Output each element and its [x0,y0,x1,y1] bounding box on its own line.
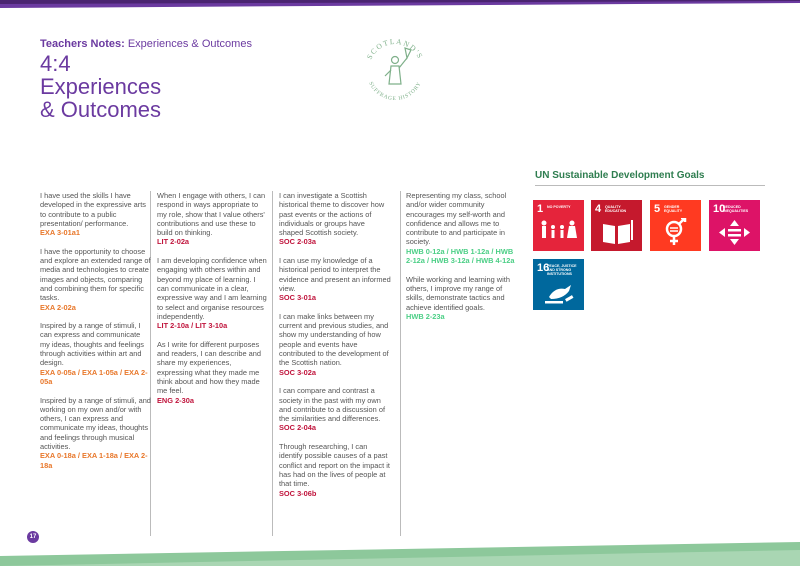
column-divider [272,191,273,536]
outcome-text: While working and learning with others, I improve my range of skills, demonstrate tactics and achieve identified goals. [406,274,510,312]
book-icon [597,218,636,246]
sdg-divider [535,185,765,186]
sdg-tile-number: 5 [654,203,661,215]
outcome-entry [157,340,269,405]
page-title [40,52,161,121]
outcome-entry [279,256,391,302]
outcome-text: I am developing confidence when engaging with others within and beyond my place of learning. I can communicate in a clear, expressive way and I am learning to select and organise resources independently. [157,256,267,321]
sdg-tile-5 [650,200,701,251]
outcome-code: EXA 3-01a1 [40,228,80,238]
outcome-entry [157,191,269,247]
sdg-heading: UN Sustainable Development Goals [535,170,705,181]
sdg-tile-label: REDUCED INEQUALITIES [723,205,749,213]
sdg-tile-label: PEACE, JUSTICE AND STRONG INSTITUTIONS [547,264,577,276]
outcomes-column-3 [279,191,391,507]
outcome-entry [40,396,152,470]
column-divider [400,191,401,536]
equality-icon [715,218,754,246]
top-decorative-band [0,0,800,12]
sdg-tile-4 [591,200,642,251]
sdg-tile-1 [533,200,584,251]
page-number: 17 [27,531,39,543]
sdg-tile-number: 10 [713,203,726,215]
sdg-tile-16 [533,259,584,310]
sdg-tile-label: QUALITY EDUCATION [605,205,627,213]
logo-text-bottom: SUFFRAGE HISTORY [367,80,423,103]
outcome-entry [40,191,152,237]
teachers-notes-kicker [40,38,252,50]
logo-text-top: SCOTLAND'S [364,36,426,61]
outcome-text: When I engage with others, I can respond in ways appropriate to my role, show that I value others' contributions and use these to build on thinking. [157,191,266,238]
outcome-text: Through researching, I can identify possible causes of a past conflict and report on the impact it has had on the lives of people at that time. [279,442,390,489]
outcome-code: SOC 3-01a [279,293,316,303]
outcome-text: I can make links between my current and previous studies, and show my understanding of how people and events have contributed to the development of the Scottish nation. [279,311,389,368]
outcome-text: Inspired by a range of stimuli, and working on my own and/or with others, I can express and communicate my ideas, thoughts and feelings through musical activities. [40,395,151,452]
outcome-text: I can compare and contrast a society in the past with my own and contribute to a discussion of the similarities and differences. [279,386,385,424]
sdg-tile-label: NO POVERTY [547,205,571,209]
outcome-text: Representing my class, school and/or wider community encourages my self-worth and confidence and allows me to contribute to and participate in society. [406,191,507,247]
outcome-code: SOC 2-03a [279,237,316,247]
gender-equality-icon [656,218,695,246]
outcome-text: Inspired by a range of stimuli, I can express and communicate my ideas, thoughts and feelings through activities within art and design. [40,321,144,368]
outcome-code: SOC 3-02a [279,367,316,377]
outcome-entry [406,275,518,321]
outcome-code: SOC 2-04a [279,423,316,433]
outcome-entry [40,321,152,386]
outcomes-column-1 [40,191,152,479]
sdg-tile-number: 4 [595,203,602,215]
outcome-code: EXA 2-02a [40,302,76,312]
outcome-code: SOC 3-06b [279,488,317,498]
outcomes-column-2 [157,191,269,414]
outcome-text: I can use my knowledge of a historical period to interpret the evidence and present an informed view. [279,256,391,293]
outcome-text: I have the opportunity to choose and explore an extended range of media and technologies to create images and objects, comparing and combining them for specific tasks. [40,246,151,303]
outcomes-column-4 [406,191,518,330]
outcome-text: I have used the skills I have developed in the expressive arts to contribute to a public presentation/ performance. [40,191,146,228]
outcome-code: EXA 0-05a / EXA 1-05a / EXA 2-05a [40,367,148,386]
sdg-tile-number: 16 [537,262,550,274]
outcome-entry [279,386,391,432]
outcome-entry [40,247,152,312]
bottom-decorative-band [0,526,800,566]
dove-gavel-icon [539,277,578,305]
kicker-bold: Teachers Notes: [40,38,125,50]
suffrage-history-logo [355,30,435,110]
title-line-2: Experiences [40,74,162,99]
outcome-code: ENG 2-30a [157,395,194,405]
kicker-rest: Experiences & Outcomes [124,38,252,50]
outcome-entry [279,442,391,498]
outcome-text: As I write for different purposes and readers, I can describe and share my experiences, expressing what they made me think about and how they made me feel. [157,339,261,396]
svg-text:SCOTLAND'S [365,37,425,61]
outcome-entry [406,191,518,265]
outcome-entry [157,256,269,330]
sdg-tile-number: 1 [537,203,544,215]
outcome-code: LIT 2-10a / LIT 3-10a [157,321,228,331]
sdg-tile-10 [709,200,760,251]
outcome-code: HWB 2-23a [406,311,445,321]
outcome-code: EXA 0-18a / EXA 1-18a / EXA 2-18a [40,451,148,470]
outcome-entry [279,191,391,247]
outcome-entry [279,312,391,377]
outcome-code: LIT 2-02a [157,237,190,247]
title-line-3: & Outcomes [40,97,162,122]
family-icon [539,218,578,246]
outcome-text: I can investigate a Scottish historical theme to discover how past events or the actions of individuals or groups have shaped Scottish society. [279,191,385,238]
outcome-code: HWB 0-12a / HWB 1-12a / HWB 2-12a / HWB 3-12a / HWB 4-12a [406,246,515,266]
sdg-tile-label: GENDER EQUALITY [664,205,683,213]
title-line-1: 4:4 [40,51,71,76]
